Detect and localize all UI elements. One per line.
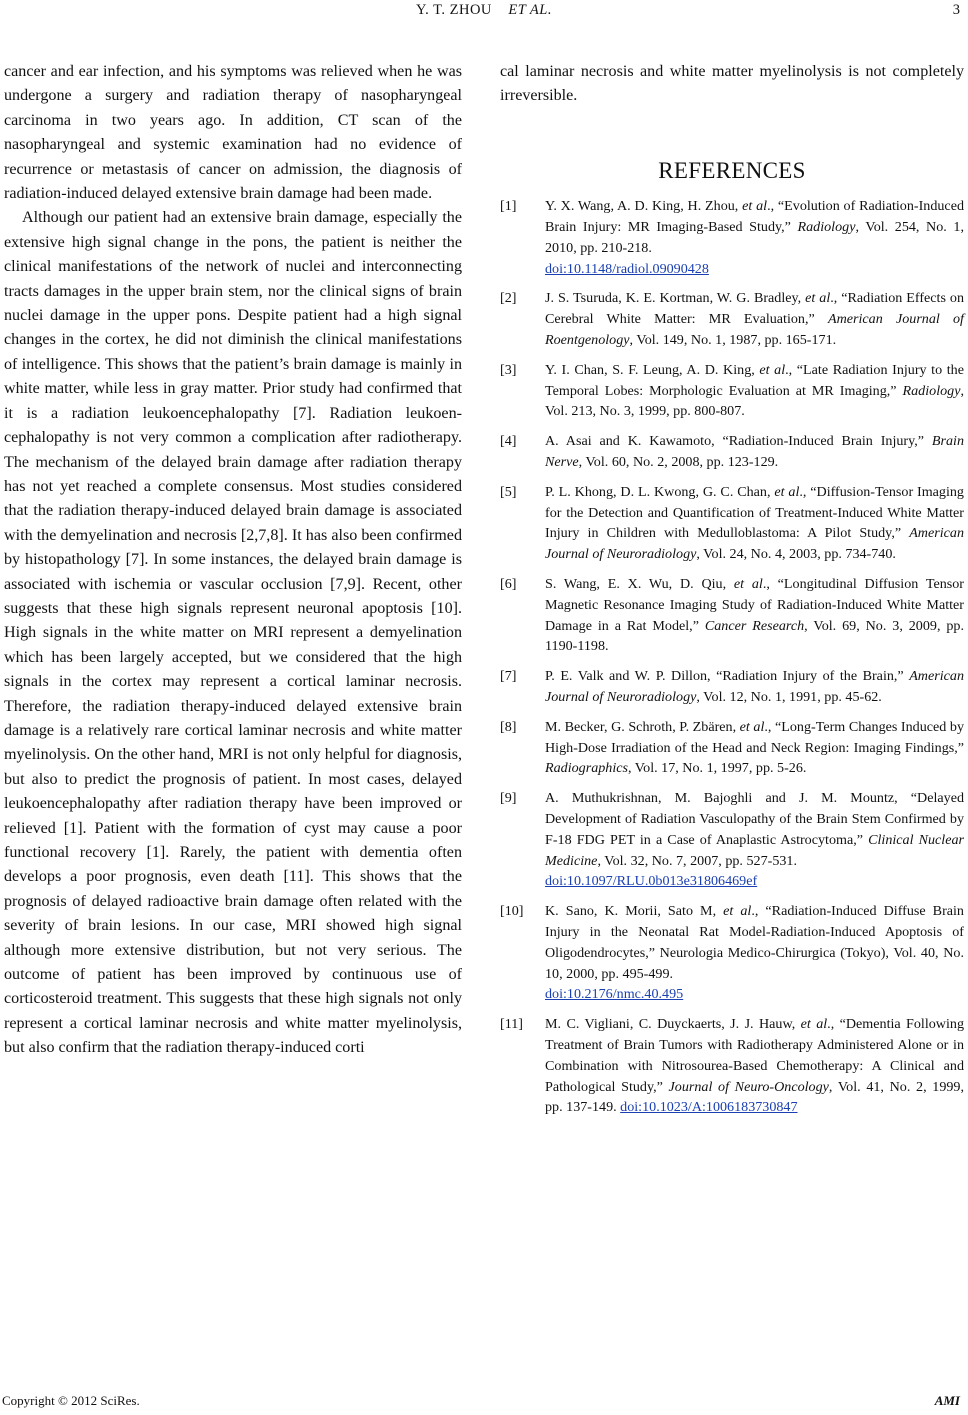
reference-authors-title: Y. I. Chan, S. F. Leung, A. D. King, xyxy=(545,361,760,378)
reference-list xyxy=(500,196,964,1118)
copyright-notice: Copyright © 2012 SciRes. xyxy=(2,1393,140,1408)
reference-authors-title: M. Becker, G. Schroth, P. Zbären, xyxy=(545,718,740,735)
reference-item xyxy=(500,666,964,708)
reference-authors-title: S. Wang, E. X. Wu, D. Qiu, xyxy=(545,575,734,592)
body-paragraph-1: cancer and ear infection, and his symptoms was relieved when he was undergone a surgery and radiation therapy of nasopharyngeal carcinoma in two years ago. In addition, CT scan of the nasopharyngeal and systemic examination had no evidence of recurrence or metastasis of cancer on admission, the diagnosis of radiation-induced delayed extensive brain damage had been made. xyxy=(4,63,462,203)
reference-journal: Cancer Research xyxy=(704,617,805,634)
reference-number: [2] xyxy=(500,290,517,307)
reference-text xyxy=(545,576,964,654)
page-header xyxy=(0,2,968,24)
reference-authors-title: K. Sano, K. Morii, Sato M, xyxy=(545,903,724,920)
reference-journal: American Journal of Neuroradiology xyxy=(545,525,964,563)
reference-details: , Vol. 69, No. 3, 2009, pp. 1190-1198. xyxy=(545,617,964,655)
reference-text xyxy=(545,362,964,420)
reference-authors-title: Y. X. Wang, A. D. King, H. Zhou, xyxy=(545,198,743,215)
reference-number: [8] xyxy=(500,718,517,735)
reference-text xyxy=(545,1016,964,1115)
reference-title: ., “Dementia Following Treatment of Brain Tumors with Radiotherapy Administered Alone or in Combination with Nitrosourea-Based Chemotherapy: A Clinical and Pathological Study,” xyxy=(545,1016,964,1095)
reference-text xyxy=(545,790,964,889)
page-footer xyxy=(0,1393,968,1411)
reference-journal: American Journal of Roentgenology xyxy=(545,311,964,348)
reference-text xyxy=(545,198,964,276)
references-heading: REFERENCES xyxy=(658,157,806,183)
reference-journal: Clinical Nuclear Medicine xyxy=(545,831,965,869)
reference-title: ., “Long-Term Changes Induced by High-Dose Irradiation of the Head and Neck Region: Imaging Findings,” xyxy=(545,718,964,756)
reference-doi-link[interactable]: doi:10.1097/RLU.0b013e31806469ef xyxy=(545,873,758,890)
reference-number: [1] xyxy=(500,198,517,215)
reference-title: ., “Evolution of Radiation-Induced Brain Injury: MR Imaging-Based Study,” xyxy=(545,198,964,236)
reference-etal: et al xyxy=(759,361,786,378)
reference-details: , Vol. 213, No. 3, 1999, pp. 800-807. xyxy=(545,382,964,420)
reference-number: [3] xyxy=(500,361,517,378)
reference-etal: et al xyxy=(800,1016,828,1033)
reference-authors-title: J. S. Tsuruda, K. E. Kortman, W. G. Bradley, xyxy=(545,290,806,307)
reference-number: [6] xyxy=(500,575,517,592)
reference-title: ., “Longitudinal Diffusion Tensor Magnetic Resonance Imaging Study of Radiation-Induced White Matter Damage in a Rat Model,” xyxy=(545,575,964,634)
reference-doi-link[interactable]: doi:10.1023/A:1006183730847 xyxy=(620,1099,798,1116)
reference-text xyxy=(545,484,964,562)
reference-details: , Vol. 41, No. 2, 1999, pp. 137-149. xyxy=(545,1078,964,1116)
reference-journal: Radiology xyxy=(797,219,856,236)
reference-doi-link[interactable]: doi:10.2176/nmc.40.495 xyxy=(545,986,684,1003)
reference-number: [5] xyxy=(500,483,517,500)
reference-title: ., “Radiation-Induced Diffuse Brain Injury in the Neonatal Rat Model-Radiation-Induced Apoptosis of Oligodendrocytes,” Neurologia Medico-Chirurgica (Tokyo), Vol. 40, No. 10, 2000, pp. 495-499. xyxy=(545,903,964,982)
reference-number: [10] xyxy=(500,903,524,920)
reference-item xyxy=(500,1014,964,1118)
journal-abbreviation: AMI xyxy=(934,1393,960,1408)
reference-item xyxy=(500,288,964,350)
reference-authors-title: A. Muthukrishnan, M. Bajoghli and J. M. Mountz, “Delayed Development of Radiation Vasculopathy of the Brain Stem Confirmed by F-18 FDG PET in a Case of Anaplastic Astrocytoma,” xyxy=(545,790,964,848)
reference-number: [4] xyxy=(500,433,517,450)
reference-item xyxy=(500,717,964,779)
reference-number: [7] xyxy=(500,668,517,685)
reference-item xyxy=(500,360,964,422)
reference-item xyxy=(500,901,964,1005)
page-number: 3 xyxy=(952,2,960,18)
reference-text xyxy=(545,903,964,1002)
reference-details: , Vol. 149, No. 1, 1987, pp. 165-171. xyxy=(629,332,837,348)
reference-etal: et al xyxy=(733,575,763,592)
reference-item xyxy=(500,196,964,279)
reference-title: ., “Late Radiation Injury to the Temporal Lobes: Morphologic Evaluation at MR Imaging,” xyxy=(545,361,964,399)
reference-item xyxy=(500,431,964,473)
reference-authors-title: A. Asai and K. Kawamoto, “Radiation-Induced Brain Injury,” xyxy=(545,433,932,450)
reference-text xyxy=(545,290,964,348)
left-column xyxy=(4,60,462,1061)
body-paragraph-continuation: cal laminar necrosis and white matter myelinolysis is not completely irreversible. xyxy=(500,63,964,105)
reference-etal: et al xyxy=(742,198,768,215)
reference-etal: et al xyxy=(805,290,831,307)
reference-authors-title: M. C. Vigliani, C. Duyckaerts, J. J. Hauw, xyxy=(545,1016,801,1033)
running-head-etal: ET AL. xyxy=(508,2,552,18)
reference-title: ., “Diffusion-Tensor Imaging for the Detection and Quantification of Treatment-Induced White Matter Injury in Children with Medulloblastoma: A Pilot Study,” xyxy=(545,483,964,542)
reference-text xyxy=(545,433,964,470)
reference-journal: Brain Nerve xyxy=(545,433,964,470)
reference-doi-link[interactable]: doi:10.1148/radiol.09090428 xyxy=(545,260,709,277)
reference-item xyxy=(500,574,964,657)
reference-details: , Vol. 12, No. 1, 1991, pp. 45-62. xyxy=(696,688,882,705)
reference-journal: Journal of Neuro-Oncology xyxy=(668,1078,829,1095)
reference-authors-title: P. L. Khong, D. L. Kwong, G. C. Chan, xyxy=(545,483,775,500)
reference-journal: American Journal of Neuroradiology xyxy=(545,668,964,705)
reference-details: , Vol. 17, No. 1, 1997, pp. 5-26. xyxy=(628,760,807,777)
reference-etal: et al xyxy=(739,718,765,735)
running-head-authors: Y. T. ZHOU xyxy=(416,2,492,18)
reference-journal: Radiology xyxy=(902,382,961,399)
reference-details: , Vol. 60, No. 2, 2008, pp. 123-129. xyxy=(578,453,779,470)
reference-title: ., “Radiation Effects on Cerebral White Matter: MR Evaluation,” xyxy=(545,290,964,328)
reference-item xyxy=(500,482,964,565)
reference-text xyxy=(545,668,964,705)
right-column xyxy=(500,60,964,1127)
reference-number: [11] xyxy=(500,1016,523,1033)
reference-etal: et al xyxy=(774,483,800,500)
body-paragraph-2: Although our patient had an extensive brain damage, especially the extensive high signal change in the pons, the patient is neither the clinical manifestations of the network of nuclei and interconnecting tracts damages in the upper brain stem, nor the clinical signs of brain nuclei damage in the upper pons. Despite patient had a high signal changes in the cortex, he did not diminish the clinical manifestations of intelligence. This shows that the patient’s brain damage is mainly in white matter, while less in gray matter. Prior study had confirmed that it is a radiation leukoencephalopathy [7]. Radiation leukoencephalopathy is not very common a complication after radiotherapy. The mechanism of the delayed brain damage after radiation therapy has not yet reached a complete consensus. Most studies considered that the radiation therapy-induced delayed brain damage is associated with the demyelination and necrosis [2,7,8]. It has also been confirmed by histopathology [7]. In some instances, the delayed brain damage is associated with ischemia or vascular occlusion [7,9]. Recent, other suggests that these high signals represent neuronal apoptosis [10]. High signals in the white matter on MRI represent a demyelination which has been largely accepted, but we considered that the high signals in the cortex may represent a cortical laminar necrosis. Therefore, the radiation therapy-induced delayed extensive brain damage is a relatively rare cortical laminar necrosis and white matter myelinolysis. On the other hand, MRI is not only helpful for diagnosis, but also to predict the prognosis of patient. In most cases, delayed leukoencephalopathy after radiation therapy have been improved or relieved [1]. Patient with the formation of cyst may cause a poor functional recovery [1]. Rarely, the patient with dementia often develops a poor prognosis, even death [11]. This shows that the prognosis of delayed radioactive brain damage often related with the severity of brain lesions. In our case, MRI showed high signal although more extensive distribution, but not very serious. The outcome of patient has been improved by continuous use of corticosteroid treatment. This suggests that these high signals not only represent a cortical laminar necrosis and white matter myelinolysis, but also confirm that the radiation therapy-induced corti xyxy=(4,209,462,1057)
reference-authors-title: P. E. Valk and W. P. Dillon, “Radiation Injury of the Brain,” xyxy=(545,668,910,685)
reference-details: , Vol. 32, No. 7, 2007, pp. 527-531. xyxy=(597,852,797,869)
reference-text xyxy=(545,719,964,777)
reference-journal: Radiographics xyxy=(545,760,628,777)
running-head xyxy=(0,2,968,19)
reference-item xyxy=(500,788,964,892)
reference-details: , Vol. 24, No. 4, 2003, pp. 734-740. xyxy=(696,546,896,563)
reference-number: [9] xyxy=(500,790,517,807)
reference-details: , Vol. 254, No. 1, 2010, pp. 210-218. xyxy=(545,219,964,256)
reference-etal: et al xyxy=(723,903,752,920)
